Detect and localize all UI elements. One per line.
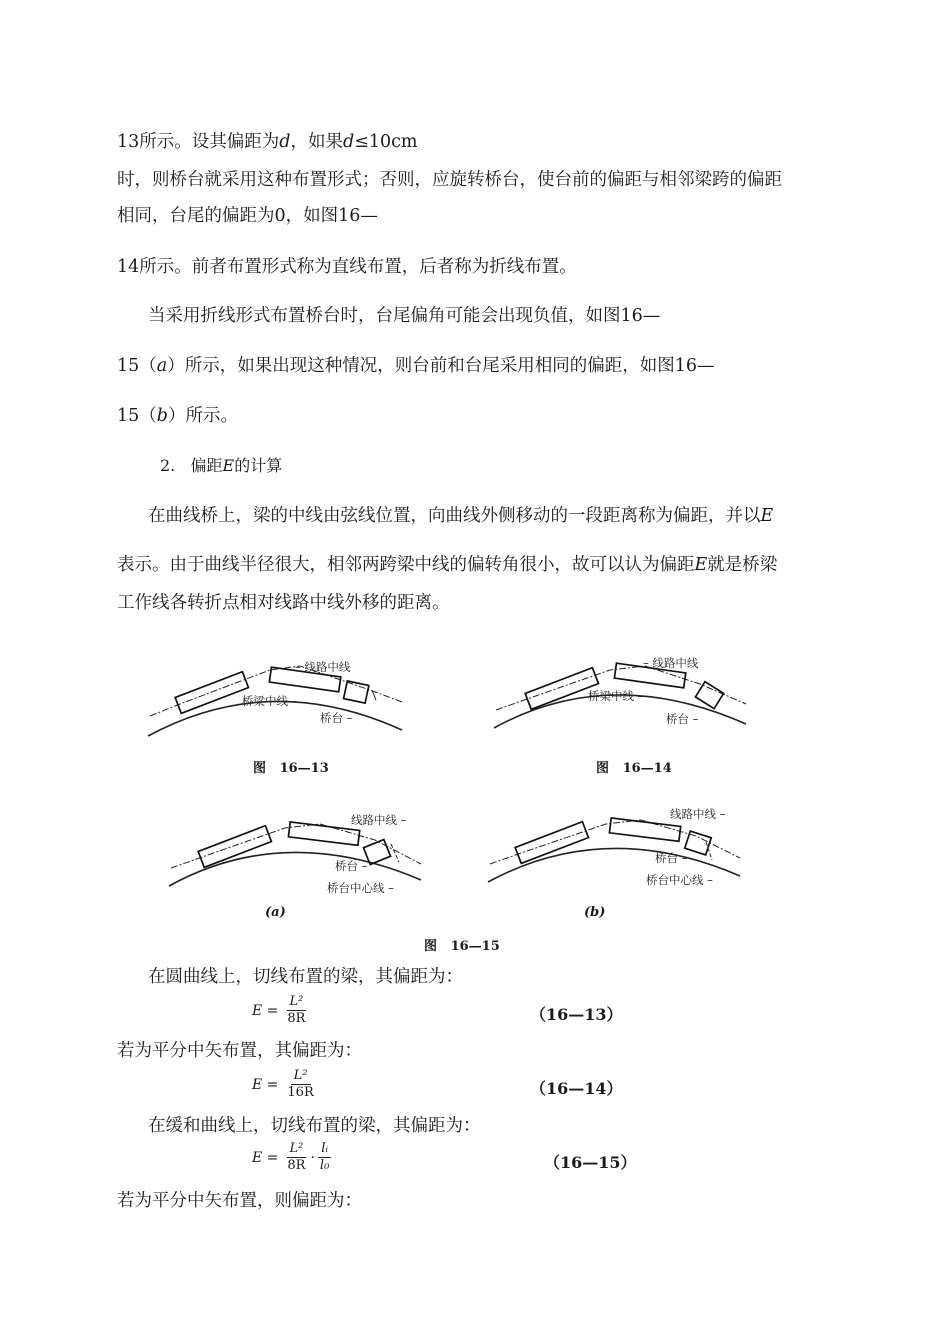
fig15b-sublabel: (b) xyxy=(584,905,606,920)
fig15a-label-route: 线路中线 – xyxy=(351,813,407,827)
fig15b-label-center: 桥台中心线 – xyxy=(646,873,713,887)
equation-16-14: E = $\frac{\text{L²}}{16R}$ xyxy=(252,1068,314,1100)
para2-line1: 当采用折线形式布置桥台时，台尾偏角可能会出现负值，如图16— xyxy=(148,306,661,326)
eq-intro-2: 若为平分中矢布置，其偏距为： xyxy=(117,1041,362,1061)
para2-line2: 15（a）所示，如果出现这种情况，则台前和台尾采用相同的偏距，如图16— xyxy=(117,356,715,376)
figure-16-15a xyxy=(165,806,435,898)
para2-line3: 15（b）所示。 xyxy=(117,406,238,426)
eq-number-16-13: （16—13） xyxy=(530,1005,623,1024)
fig15a-sublabel: (a) xyxy=(265,905,286,920)
fig14-label-route: – 线路中线 xyxy=(643,656,699,670)
section-heading: 2. 偏距E的计算 xyxy=(160,456,283,475)
para1-line4: 14所示。前者布置形式称为直线布置，后者称为折线布置。 xyxy=(117,257,577,277)
fig14-label-abut: 桥台 – xyxy=(666,712,699,726)
para1-line3: 相同，台尾的偏距为0，如图16— xyxy=(117,206,378,226)
fig13-caption: 图 16—13 xyxy=(253,761,329,776)
eq-intro-4: 若为平分中矢布置，则偏距为： xyxy=(117,1191,362,1211)
para3-line3: 工作线各转折点相对线路中线外移的距离。 xyxy=(117,593,450,613)
fig14-caption: 图 16—14 xyxy=(596,761,672,776)
eq-intro-1: 在圆曲线上，切线布置的梁，其偏距为： xyxy=(148,967,463,987)
eq-intro-3: 在缓和曲线上，切线布置的梁，其偏距为： xyxy=(148,1116,481,1136)
figure-16-14 xyxy=(490,648,760,738)
fig15a-label-center: 桥台中心线 – xyxy=(327,881,394,895)
fig15b-label-route: 线路中线 – xyxy=(670,807,726,821)
fig14-label-beam: 桥梁中线 – xyxy=(588,689,644,703)
eq-number-16-14: （16—14） xyxy=(530,1079,623,1098)
eq-number-16-15: （16—15） xyxy=(544,1153,637,1172)
equation-16-15: E = $\frac{\text{L²}}{8R}$ · $\frac{\text{lᵢ}}{\text{l₀}}$ xyxy=(252,1141,330,1173)
equation-16-13: E = $\frac{\text{L²}}{8R}$ xyxy=(252,994,306,1026)
fig13-label-route: – 线路中线 xyxy=(295,660,351,674)
para1-line1: 13所示。设其偏距为d，如果d≤10cm xyxy=(117,132,418,152)
fig15a-label-abut: 桥台 – xyxy=(335,859,368,873)
figure-16-13 xyxy=(140,650,430,740)
fig13-label-abut: 桥台 – xyxy=(320,711,353,725)
figure-16-15b xyxy=(484,798,754,890)
fig13-label-beam: 桥梁中线 – xyxy=(242,694,298,708)
para3-line1: 在曲线桥上，梁的中线由弦线位置，向曲线外侧移动的一段距离称为偏距，并以E xyxy=(148,506,774,526)
fig15-caption: 图 16—15 xyxy=(424,939,500,954)
fig15b-label-abut: 桥台 – xyxy=(655,851,688,865)
para1-line2: 时，则桥台就采用这种布置形式；否则，应旋转桥台，使台前的偏距与相邻梁跨的偏距 xyxy=(117,170,782,190)
para3-line2: 表示。由于曲线半径很大，相邻两跨梁中线的偏转角很小，故可以认为偏距E就是桥梁 xyxy=(117,555,778,575)
